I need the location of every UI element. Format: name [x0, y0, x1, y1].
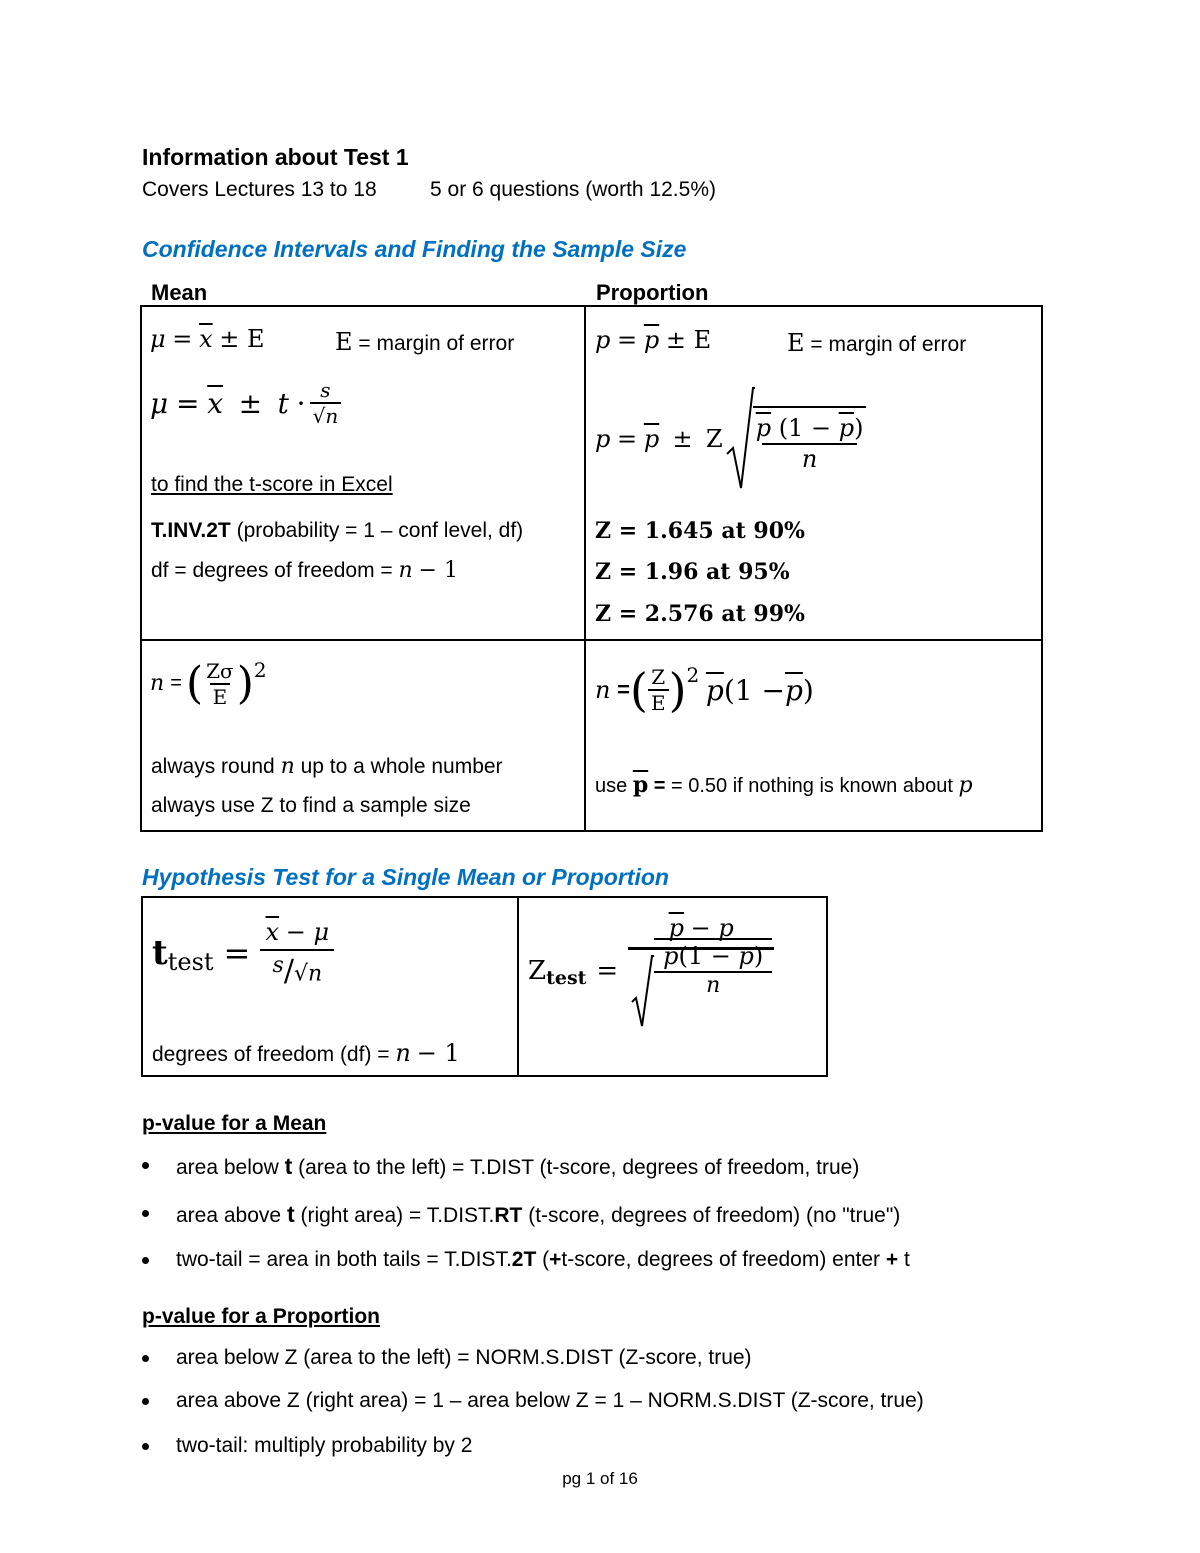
mean-sample-size-formula: n = ( $\frac{Z\sigma}{E}$ ) 2 — [150, 658, 267, 709]
use-phat-note: use $\overline{p}$ = = 0.50 if nothing is known about p — [595, 772, 973, 798]
mean-column-header: Mean — [151, 280, 208, 305]
plus-icon: + — [885, 1248, 899, 1271]
ht-section-heading: Hypothesis Test for a Single Mean or Proportion — [142, 864, 669, 890]
z-test-formula: Z test = $\overline{p} - p$ p(1 − p) n — [528, 914, 774, 1028]
prop-z-formula: p = $\overline{p}$ ± Z $\frac{\overline{p} (1 - \overline{p})}{n}$ — [595, 384, 866, 494]
use-z-note: always use Z to find a sample size — [151, 794, 471, 817]
mean-margin-note: E = margin of error — [335, 328, 515, 356]
ci-table-hdivider — [140, 639, 1043, 641]
bullet-icon — [142, 1443, 149, 1450]
prop-margin-note: E = margin of error — [787, 329, 967, 357]
bullet-icon — [142, 1257, 149, 1264]
bullet-icon — [142, 1355, 149, 1362]
pvalue-prop-heading: p-value for a Proportion — [142, 1305, 381, 1328]
ht-df-line: degrees of freedom (df) = n − 1 — [152, 1039, 460, 1067]
bullet-icon — [142, 1162, 149, 1169]
proportion-column-header: Proportion — [596, 280, 709, 305]
z-95: Z = 1.96 at 95% — [595, 559, 790, 585]
mean-ci-formula: $\mu = \overline{x} \pm E$ — [150, 325, 265, 353]
sqrt-sign-icon — [630, 952, 654, 1028]
prop-ci-formula: $p = \overline{p} \pm E$ — [595, 326, 712, 354]
t-test-formula: t test = $\overline{x} - \mu$ s/√n — [152, 918, 334, 988]
tinv-line: T.INV.2T (probability = 1 – conf level, df) — [151, 519, 524, 542]
questions-text: 5 or 6 questions (worth 12.5%) — [430, 178, 716, 201]
bullet-icon — [142, 1210, 149, 1217]
bullet-icon — [142, 1398, 149, 1405]
z-99: Z = 2.576 at 99% — [595, 601, 805, 627]
page-number: pg 1 of 16 — [562, 1469, 638, 1488]
pvalue-mean-heading: p-value for a Mean — [142, 1112, 327, 1135]
ci-table-vdivider — [584, 305, 586, 832]
mean-t-formula: μ = $\overline{x}$ ± t · $\frac{s}{√n}$ — [150, 378, 341, 429]
page-title: Information about Test 1 — [142, 144, 409, 170]
excel-tscore-note: to find the t-score in Excel — [151, 473, 393, 496]
round-up-note: always round n up to a whole number — [151, 754, 503, 779]
sqrt-sign-icon — [725, 384, 755, 494]
df-line: df = degrees of freedom = n − 1 — [151, 558, 458, 583]
z-90: Z = 1.645 at 90% — [595, 518, 805, 544]
ht-table-vdivider — [517, 896, 519, 1077]
covers-text: Covers Lectures 13 to 18 — [142, 178, 377, 201]
prop-sample-size-formula: n = ( $\frac{Z}{E}$ ) 2 $\overline{p}$ (1 − $\overline{p}$ ) — [595, 663, 814, 717]
tinv-function: T.INV.2T — [151, 519, 231, 542]
plus-icon: + — [549, 1248, 562, 1271]
ci-section-heading: Confidence Intervals and Finding the Sample Size — [142, 236, 687, 262]
